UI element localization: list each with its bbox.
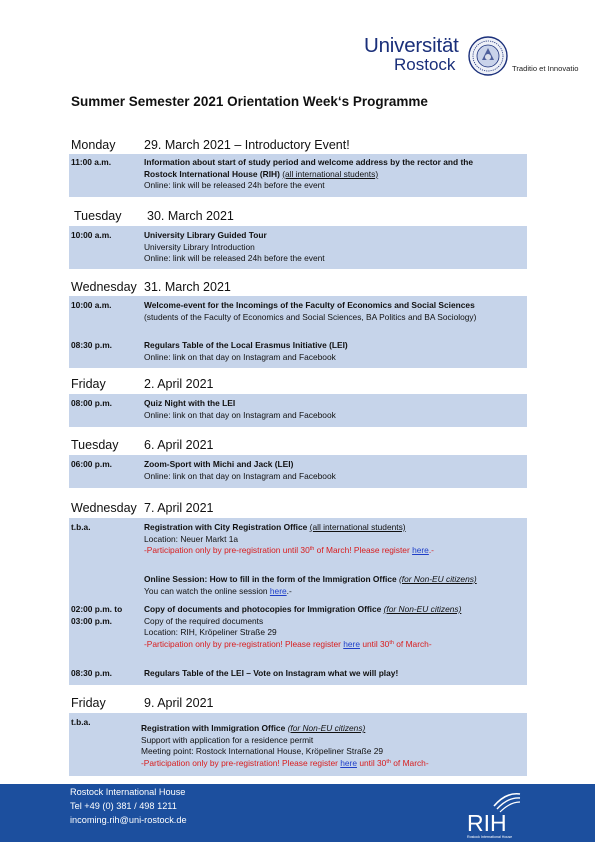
event-title: Registration with Immigration Office bbox=[141, 723, 286, 733]
university-name: Universität bbox=[364, 34, 459, 57]
footer-org: Rostock International House bbox=[70, 787, 186, 797]
event-time: 02:00 p.m. to 03:00 p.m. bbox=[71, 604, 123, 626]
rih-logo-text: RIH bbox=[467, 810, 507, 836]
event-title: Zoom-Sport with Michi and Jack (LEI) bbox=[144, 459, 294, 469]
day-name: Tuesday bbox=[74, 209, 122, 223]
day-events-block bbox=[69, 713, 527, 776]
event-location: Meeting point: Rostock International House, Kröpeliner Straße 29 bbox=[141, 746, 384, 757]
event-description: Support with application for a residence permit bbox=[141, 734, 314, 745]
day-date: 7. April 2021 bbox=[144, 501, 214, 515]
day-name: Friday bbox=[71, 377, 106, 391]
day-heading bbox=[69, 136, 527, 154]
event-time: 08:30 p.m. bbox=[71, 668, 112, 678]
page-title: Summer Semester 2021 Orientation Week‘s Programme bbox=[71, 94, 428, 109]
day-heading bbox=[69, 278, 527, 296]
event-time: t.b.a. bbox=[71, 522, 91, 532]
event-time: 08:30 p.m. bbox=[71, 340, 112, 350]
day-events-block bbox=[69, 154, 527, 197]
event-registration-note: -Participation only by pre-registration! Please register here until 30th of March- bbox=[141, 757, 429, 768]
day-date: 9. April 2021 bbox=[144, 696, 214, 710]
day-events-block bbox=[69, 455, 527, 488]
event-audience: (for Non-EU citizens) bbox=[383, 604, 462, 614]
footer bbox=[0, 784, 595, 842]
university-motto: Traditio et Innovatio bbox=[512, 64, 579, 73]
rih-logo-icon bbox=[464, 788, 526, 840]
event-time: t.b.a. bbox=[71, 717, 91, 727]
event-title: Regulars Table of the LEI – Vote on Instagram what we will play! bbox=[144, 668, 399, 678]
register-link[interactable]: here bbox=[340, 757, 357, 768]
footer-phone: Tel +49 (0) 381 / 498 1211 bbox=[70, 801, 177, 811]
event-info: Online: link on that day on Instagram and Facebook bbox=[144, 470, 336, 481]
event-title: Quiz Night with the LEI bbox=[144, 398, 236, 408]
day-heading bbox=[69, 207, 527, 225]
event-title: Registration with City Registration Office bbox=[144, 522, 308, 532]
event-description: University Library Introduction bbox=[144, 241, 255, 252]
day-date: 29. March 2021 – Introductory Event! bbox=[144, 138, 350, 152]
event-audience: (for Non-EU citizens) bbox=[287, 723, 366, 733]
event-registration-note: -Participation only by pre-registration! Please register here until 30th of March- bbox=[144, 638, 432, 649]
day-events-block bbox=[69, 394, 527, 427]
day-events-block bbox=[69, 296, 527, 368]
event-info: Online: link will be released 24h before the event bbox=[144, 180, 325, 191]
event-title: University Library Guided Tour bbox=[144, 230, 267, 240]
online-session-link[interactable]: here bbox=[269, 585, 287, 596]
event-title-cont: Rostock International House (RIH) bbox=[144, 168, 280, 179]
day-date: 30. March 2021 bbox=[147, 209, 234, 223]
event-description: You can watch the online session here.- bbox=[144, 585, 292, 596]
event-title: Online Session: How to fill in the form of the Immigration Office bbox=[144, 574, 397, 584]
event-info: Online: link will be released 24h before the event bbox=[144, 253, 325, 264]
event-location: Location: RIH, Kröpeliner Straße 29 bbox=[144, 627, 277, 638]
event-time: 10:00 a.m. bbox=[71, 300, 112, 310]
day-events-block bbox=[69, 226, 527, 269]
university-city: Rostock bbox=[394, 55, 456, 74]
day-name: Wednesday bbox=[71, 280, 137, 294]
event-time: 10:00 a.m. bbox=[71, 230, 112, 240]
day-heading bbox=[69, 499, 527, 517]
register-link[interactable]: here bbox=[412, 545, 429, 556]
day-date: 6. April 2021 bbox=[144, 438, 214, 452]
day-date: 2. April 2021 bbox=[144, 377, 214, 391]
event-registration-note: -Participation only by pre-registration until 30th of March! Please register here.- bbox=[144, 545, 434, 556]
rih-logo-caption: Rostock International House bbox=[467, 835, 513, 839]
event-time: 11:00 a.m. bbox=[71, 157, 112, 167]
footer-email-link[interactable]: incoming.rih@uni-rostock.de bbox=[70, 815, 187, 825]
day-events-block bbox=[69, 518, 527, 685]
event-time: 06:00 p.m. bbox=[71, 459, 112, 469]
event-title: Copy of documents and photocopies for Immigration Office bbox=[144, 604, 382, 614]
event-description: Copy of the required documents bbox=[144, 615, 264, 626]
event-location: Location: Neuer Markt 1a bbox=[144, 533, 239, 544]
event-time: 08:00 p.m. bbox=[71, 398, 112, 408]
event-title: Information about start of study period and welcome address by the rector and the bbox=[144, 157, 474, 167]
register-link[interactable]: here bbox=[343, 638, 360, 649]
day-heading bbox=[69, 375, 527, 393]
day-name: Tuesday bbox=[71, 438, 119, 452]
event-info: Online: link on that day on Instagram and Facebook bbox=[144, 351, 336, 362]
day-heading bbox=[69, 694, 527, 712]
university-logo bbox=[364, 36, 592, 84]
event-audience: (for Non-EU citizens) bbox=[399, 574, 477, 584]
event-info: Online: link on that day on Instagram and Facebook bbox=[144, 409, 336, 420]
event-title: Welcome-event for the Incomings of the Faculty of Economics and Social Sciences bbox=[144, 300, 475, 310]
university-seal-icon bbox=[468, 36, 508, 76]
event-title: Regulars Table of the Local Erasmus Initiative (LEI) bbox=[144, 340, 348, 350]
day-name: Wednesday bbox=[71, 501, 137, 515]
event-audience: (all international students) bbox=[309, 522, 406, 532]
day-heading bbox=[69, 436, 527, 454]
day-name: Monday bbox=[71, 138, 116, 152]
event-audience: (all international students) bbox=[282, 168, 379, 179]
day-name: Friday bbox=[71, 696, 106, 710]
day-date: 31. March 2021 bbox=[144, 280, 231, 294]
event-description: (students of the Faculty of Economics and Social Sciences, BA Politics and BA Sociology) bbox=[144, 311, 477, 322]
